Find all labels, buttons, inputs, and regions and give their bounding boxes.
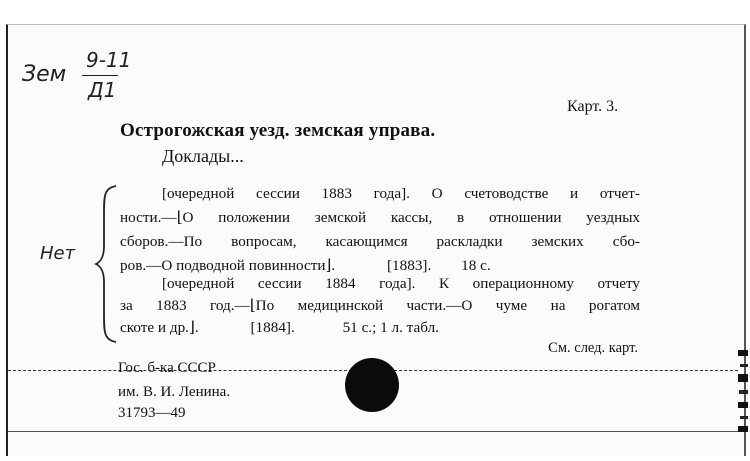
bottom-rule	[8, 431, 738, 432]
body-line	[120, 256, 640, 276]
year-bracket: [1884].	[250, 319, 295, 336]
body-line: сборов.—По вопросам, касающимся раскладки земских сбо-	[120, 233, 640, 250]
body-text: ров.—О подводной повинности⌋.	[120, 257, 336, 274]
scan-edge-marks	[736, 340, 750, 440]
curly-brace-mark	[94, 184, 120, 344]
card-number: Карт. 3.	[567, 98, 619, 115]
extent: 51 с.; 1 л. табл.	[342, 319, 439, 336]
body-line: [очередной сессии 1884 года]. К операционному отчету	[162, 275, 640, 292]
body-line	[120, 318, 640, 338]
year-bracket: [1883].	[387, 257, 432, 274]
see-next-card: См. след. карт.	[548, 340, 638, 356]
handwritten-margin-note: Нет	[40, 243, 76, 264]
page-count: 18 с.	[461, 257, 491, 274]
print-order-number: 31793—49	[118, 405, 186, 421]
body-line: ности.—⌊О положении земской кассы, в отношении уездных	[120, 209, 640, 226]
handwritten-fraction-top: 9-11	[86, 48, 132, 72]
card-heading: Острогожская уезд. земская управа.	[120, 120, 436, 141]
handwritten-shelf-code: Зем	[22, 62, 67, 87]
fraction-bar	[82, 75, 118, 76]
handwritten-fraction-bottom: Д1	[88, 78, 117, 102]
body-line: за 1883 год.—⌊По медицинской части.—О чуме на рогатом	[120, 297, 640, 314]
card-subtitle: Доклады...	[162, 146, 244, 166]
library-imprint-name: им. В. И. Ленина.	[118, 384, 231, 400]
body-text: скоте и др.⌋.	[120, 319, 199, 336]
punch-hole	[345, 358, 399, 412]
body-line: [очередной сессии 1883 года]. О счетоводстве и отчет-	[162, 185, 640, 202]
library-imprint: Гос. б-ка СССР	[118, 360, 216, 376]
